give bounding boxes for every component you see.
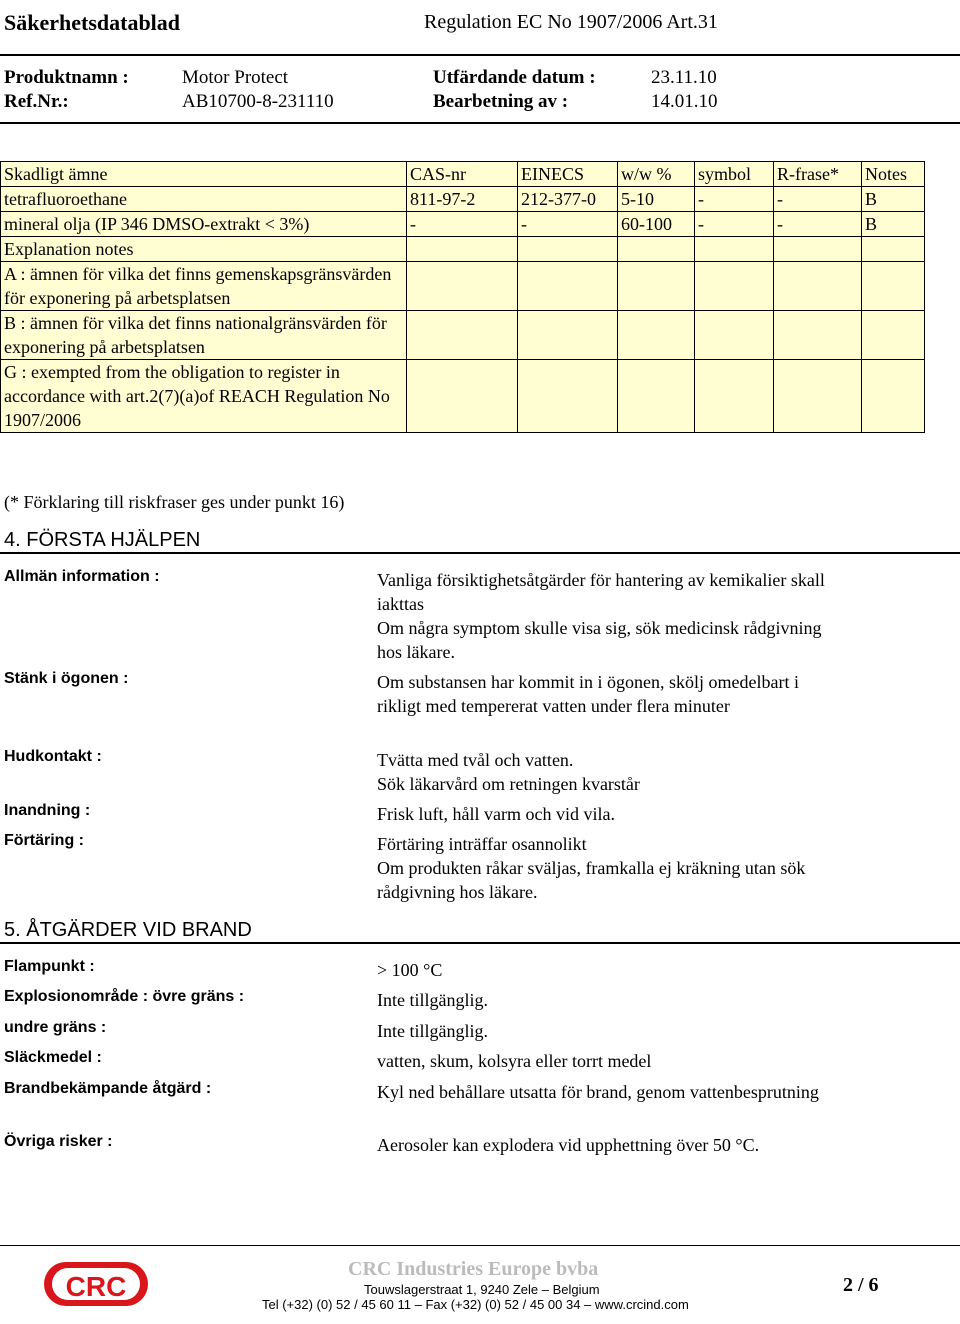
explosion-lower-value: Inte tillgänglig. [377,1021,488,1041]
column-header: w/w % [618,162,695,187]
extinguishing-media-value: vatten, skum, kolsyra eller torrt medel [377,1051,652,1071]
explosion-upper-label: Explosionområde : övre gräns : [4,988,245,1005]
risk-phrase-footnote: (* Förklaring till riskfraser ges under punkt 16) [4,492,345,512]
eye-contact-text: Om substansen har kommit in i ögonen, skölj omedelbart i rikligt med tempererat vatten under flera minuter [377,672,799,716]
ref-number-value: AB10700-8-231110 [182,91,334,112]
issue-date-value: 23.11.10 [651,67,717,88]
table-cell: - [695,212,774,237]
column-header: EINECS [518,162,618,187]
explosion-lower-label: undre gräns : [4,1019,107,1036]
other-risks-label: Övriga risker : [4,1133,113,1150]
section-5-title: 5. ÅTGÄRDER VID BRAND [4,919,252,941]
note-a-row [1,262,925,311]
section-5-divider [0,942,960,944]
logo-text: CRC [65,1271,127,1302]
revision-date-label: Bearbetning av : [433,91,569,112]
revision-date-value: 14.01.10 [651,91,718,112]
ref-number-label: Ref.Nr.: [4,91,69,112]
footer-contact: Tel (+32) (0) 52 / 45 60 11 – Fax (+32) (0) 52 / 45 00 34 – www.crcind.com [262,1297,689,1312]
general-info-line: Vanliga försiktighetsåtgärder för hantering av kemikalier skall iakttas Om några symptom skulle visa sig, sök medicinsk rådgivning hos läkare. [377,570,825,662]
note-b: B : ämnen för vilka det finns nationalgränsvärden för exponering på arbetsplatsen [1,311,407,360]
firefighting-measures-label: Brandbekämpande åtgärd : [4,1080,212,1097]
table-cell: tetrafluoroethane [1,187,407,212]
table-row [1,187,925,212]
section-4-title: 4. FÖRSTA HJÄLPEN [4,529,201,551]
skin-contact-text: Tvätta med tvål och vatten. Sök läkarvård om retningen kvarstår [377,750,640,794]
page-number: 2 / 6 [843,1274,879,1296]
explanation-title: Explanation notes [1,237,407,262]
column-header: Skadligt ämne [1,162,407,187]
ingestion-label: Förtäring : [4,832,84,849]
section-4-divider [0,552,960,554]
column-header: R-frase* [774,162,862,187]
product-name-value: Motor Protect [182,67,289,88]
firefighting-measures-value: Kyl ned behållare utsatta för brand, genom vattenbesprutning [377,1082,819,1102]
crc-logo [42,1258,150,1310]
table-header-row [1,162,925,187]
table-cell: - [695,187,774,212]
footer-address: Touwslagerstraat 1, 9240 Zele – Belgium [364,1282,600,1297]
column-header: CAS-nr [407,162,518,187]
general-info-text [377,568,847,664]
explosion-upper-value: Inte tillgänglig. [377,990,488,1010]
table-cell: - [774,212,862,237]
note-a: A : ämnen för vilka det finns gemenskapsgränsvärden för exponering på arbetsplatsen [1,262,407,311]
table-cell: B [862,212,925,237]
hazardous-substances-table [0,161,925,433]
issue-date-label: Utfärdande datum : [433,67,596,88]
flash-point-value: > 100 °C [377,960,443,980]
product-name-label: Produktnamn : [4,67,129,88]
explanation-row [1,237,925,262]
column-header: symbol [695,162,774,187]
note-b-row [1,311,925,360]
table-cell: - [518,212,618,237]
table-cell: - [407,212,518,237]
other-risks-value: Aerosoler kan explodera vid upphettning över 50 °C. [377,1135,760,1155]
column-header: Notes [862,162,925,187]
flash-point-label: Flampunkt : [4,958,95,975]
document-title: Säkerhetsdatablad [4,10,181,35]
table-cell: mineral olja (IP 346 DMSO-extrakt < 3%) [1,212,407,237]
table-row [1,212,925,237]
footer-divider [0,1245,960,1246]
extinguishing-media-label: Släckmedel : [4,1049,102,1066]
general-info-label: Allmän information : [4,568,160,585]
header-divider [0,54,960,56]
inhalation-label: Inandning : [4,802,91,819]
table-cell: B [862,187,925,212]
table-cell: 5-10 [618,187,695,212]
table-cell: 60-100 [618,212,695,237]
table-cell: 811-97-2 [407,187,518,212]
table-cell: 212-377-0 [518,187,618,212]
note-g-row [1,360,925,433]
eye-contact-label: Stänk i ögonen : [4,670,129,687]
footer-company: CRC Industries Europe bvba [348,1258,599,1280]
note-g: G : exempted from the obligation to register in accordance with art.2(7)(a)of REACH Regulation No 1907/2006 [1,360,407,433]
table-cell: - [774,187,862,212]
regulation-reference: Regulation EC No 1907/2006 Art.31 [424,11,718,33]
ingestion-text: Förtäring inträffar osannolikt Om produkten råkar sväljas, framkalla ej kräkning utan sök rådgivning hos läkare. [377,834,806,902]
inhalation-text: Frisk luft, håll varm och vid vila. [377,804,615,824]
meta-divider [0,122,960,124]
skin-contact-label: Hudkontakt : [4,748,102,765]
